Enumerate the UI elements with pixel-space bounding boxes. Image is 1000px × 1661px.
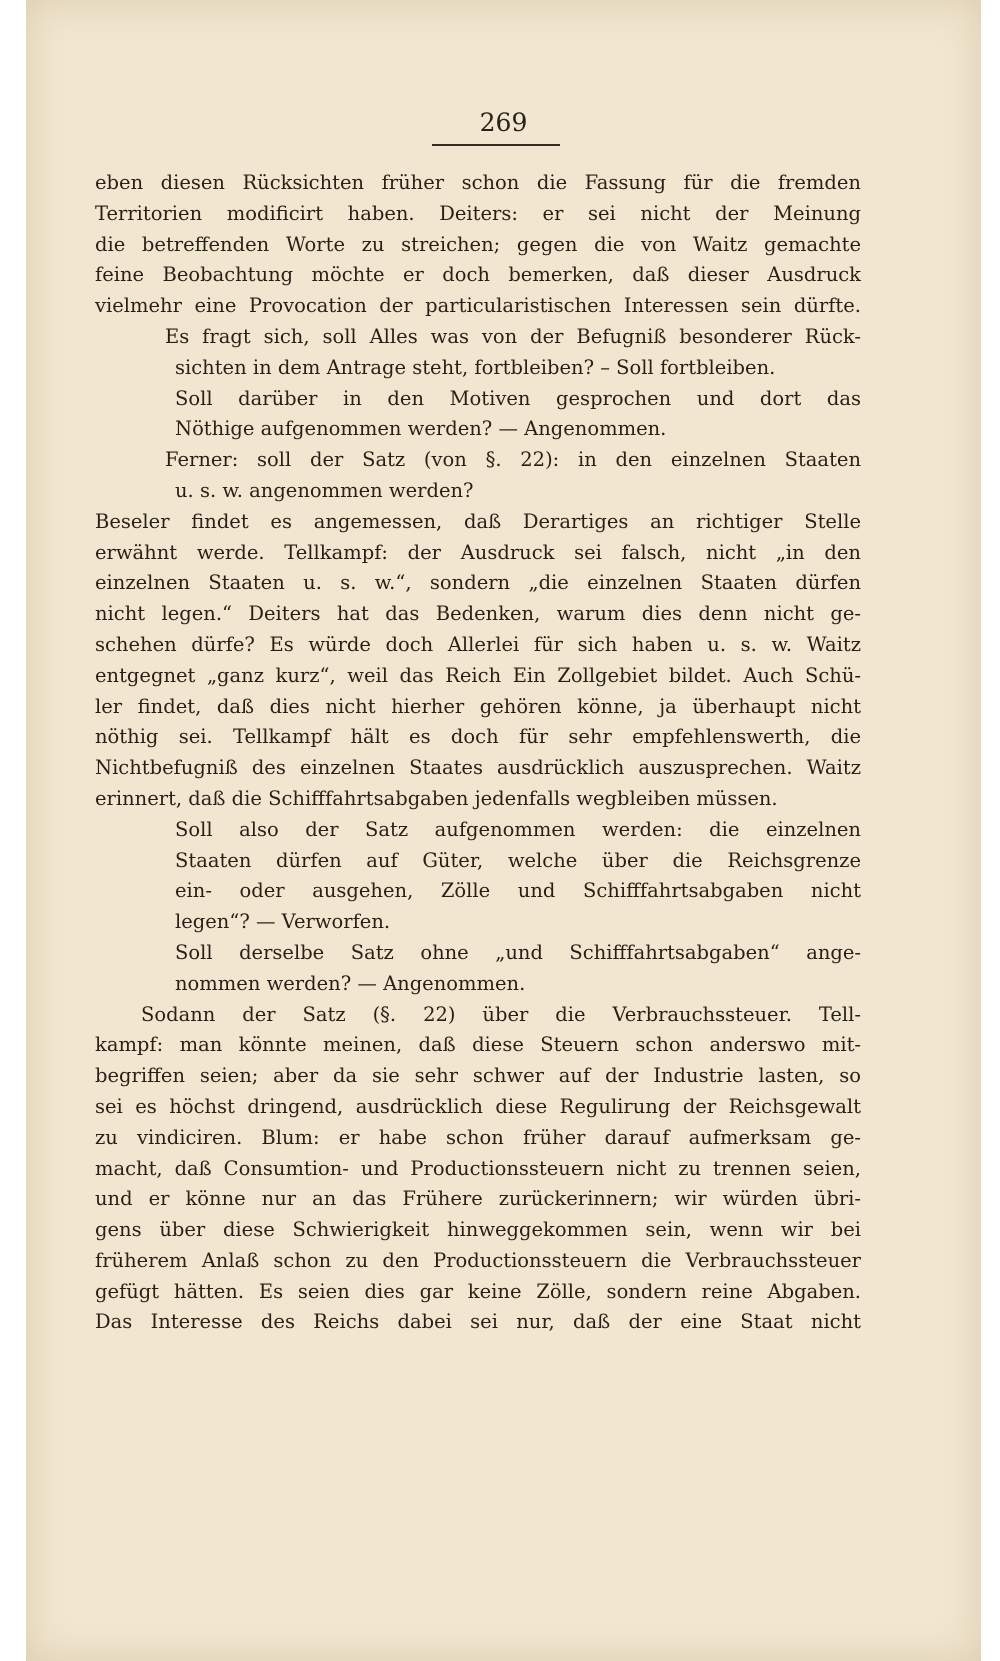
text-line: eben diesen Rücksichten früher schon die Fassung für die fremden: [95, 171, 861, 194]
text-line: Das Interesse des Reichs dabei sei nur, daß der eine Staat nicht: [95, 1310, 861, 1334]
text-line: erinnert, daß die Schifffahrtsabgaben jedenfalls wegbleiben müssen.: [95, 786, 778, 810]
text-line: legen“? — Verworfen.: [175, 910, 391, 934]
text-line: Staaten dürfen auf Güter, welche über die Reichsgrenze: [175, 848, 861, 872]
page-number: 269: [479, 108, 528, 137]
text-line: Es fragt sich, soll Alles was von der Befugniß besonderer Rück-: [165, 324, 861, 348]
text-line: zu vindiciren. Blum: er habe schon früher darauf aufmerksam ge-: [95, 1125, 861, 1149]
text-line: Ferner: soll der Satz (von §. 22): in den einzelnen Staaten: [165, 448, 861, 472]
text-line: und er könne nur an das Frühere zurückerinnern; wir würden übri-: [95, 1187, 861, 1211]
text-line: früherem Anlaß schon zu den Productionssteuern die Verbrauchssteuer: [95, 1248, 861, 1272]
text-line: begriffen seien; aber da sie sehr schwer auf der Industrie lasten, so: [95, 1064, 861, 1088]
text-line: gefügt hätten. Es seien dies gar keine Zölle, sondern reine Abgaben.: [95, 1279, 861, 1303]
text-line: gens über diese Schwierigkeit hinweggekommen sein, wenn wir bei: [95, 1218, 861, 1242]
text-line: einzelnen Staaten u. s. w.“, sondern „die einzelnen Staaten dürfen: [95, 571, 861, 595]
text-line: Territorien modificirt haben. Deiters: er sei nicht der Meinung: [95, 201, 861, 225]
text-line: Nöthige aufgenommen werden? — Angenommen.: [175, 417, 667, 441]
body-text: [95, 168, 861, 1338]
text-line: ler findet, daß dies nicht hierher gehören könne, ja überhaupt nicht: [95, 694, 861, 718]
text-line: Sodann der Satz (§. 22) über die Verbrauchssteuer. Tell-: [141, 1002, 861, 1026]
text-line: vielmehr eine Provocation der particularistischen Interessen sein dürfte.: [95, 294, 861, 318]
text-line: feine Beobachtung möchte er doch bemerken, daß dieser Ausdruck: [95, 263, 861, 287]
text-line: Nichtbefugniß des einzelnen Staates ausdrücklich auszusprechen. Waitz: [95, 756, 861, 780]
text-line: kampf: man könnte meinen, daß diese Steuern schon anderswo mit-: [95, 1033, 861, 1057]
text-line: Soll derselbe Satz ohne „und Schifffahrtsabgaben“ ange-: [175, 940, 861, 964]
text-line: die betreffenden Worte zu streichen; gegen die von Waitz gemachte: [95, 232, 861, 256]
text-line: sei es höchst dringend, ausdrücklich diese Regulirung der Reichsgewalt: [95, 1094, 861, 1118]
text-line: ein- oder ausgehen, Zölle und Schifffahrtsabgaben nicht: [175, 879, 861, 903]
text-line: Beseler findet es angemessen, daß Derartiges an richtiger Stelle: [95, 509, 861, 533]
text-line: entgegnet „ganz kurz“, weil das Reich Ein Zollgebiet bildet. Auch Schü-: [95, 663, 861, 687]
text-line: erwähnt werde. Tellkampf: der Ausdruck sei falsch, nicht „in den: [95, 540, 861, 564]
text-line: u. s. w. angenommen werden?: [175, 478, 474, 502]
text-line: macht, daß Consumtion- und Productionssteuern nicht zu trennen seien,: [95, 1156, 861, 1180]
text-line: nöthig sei. Tellkampf hält es doch für sehr empfehlenswerth, die: [95, 725, 861, 749]
text-line: schehen dürfe? Es würde doch Allerlei für sich haben u. s. w. Waitz: [95, 632, 861, 656]
text-line: Soll also der Satz aufgenommen werden: die einzelnen: [175, 817, 861, 841]
text-line: Soll darüber in den Motiven gesprochen und dort das: [175, 386, 861, 410]
text-line: nommen werden? — Angenommen.: [175, 971, 526, 995]
text-line: sichten in dem Antrage steht, fortbleiben? – Soll fortbleiben.: [175, 355, 776, 379]
header-rule: [432, 144, 560, 146]
text-line: nicht legen.“ Deiters hat das Bedenken, warum dies denn nicht ge-: [95, 602, 861, 626]
book-page: [26, 0, 981, 1661]
